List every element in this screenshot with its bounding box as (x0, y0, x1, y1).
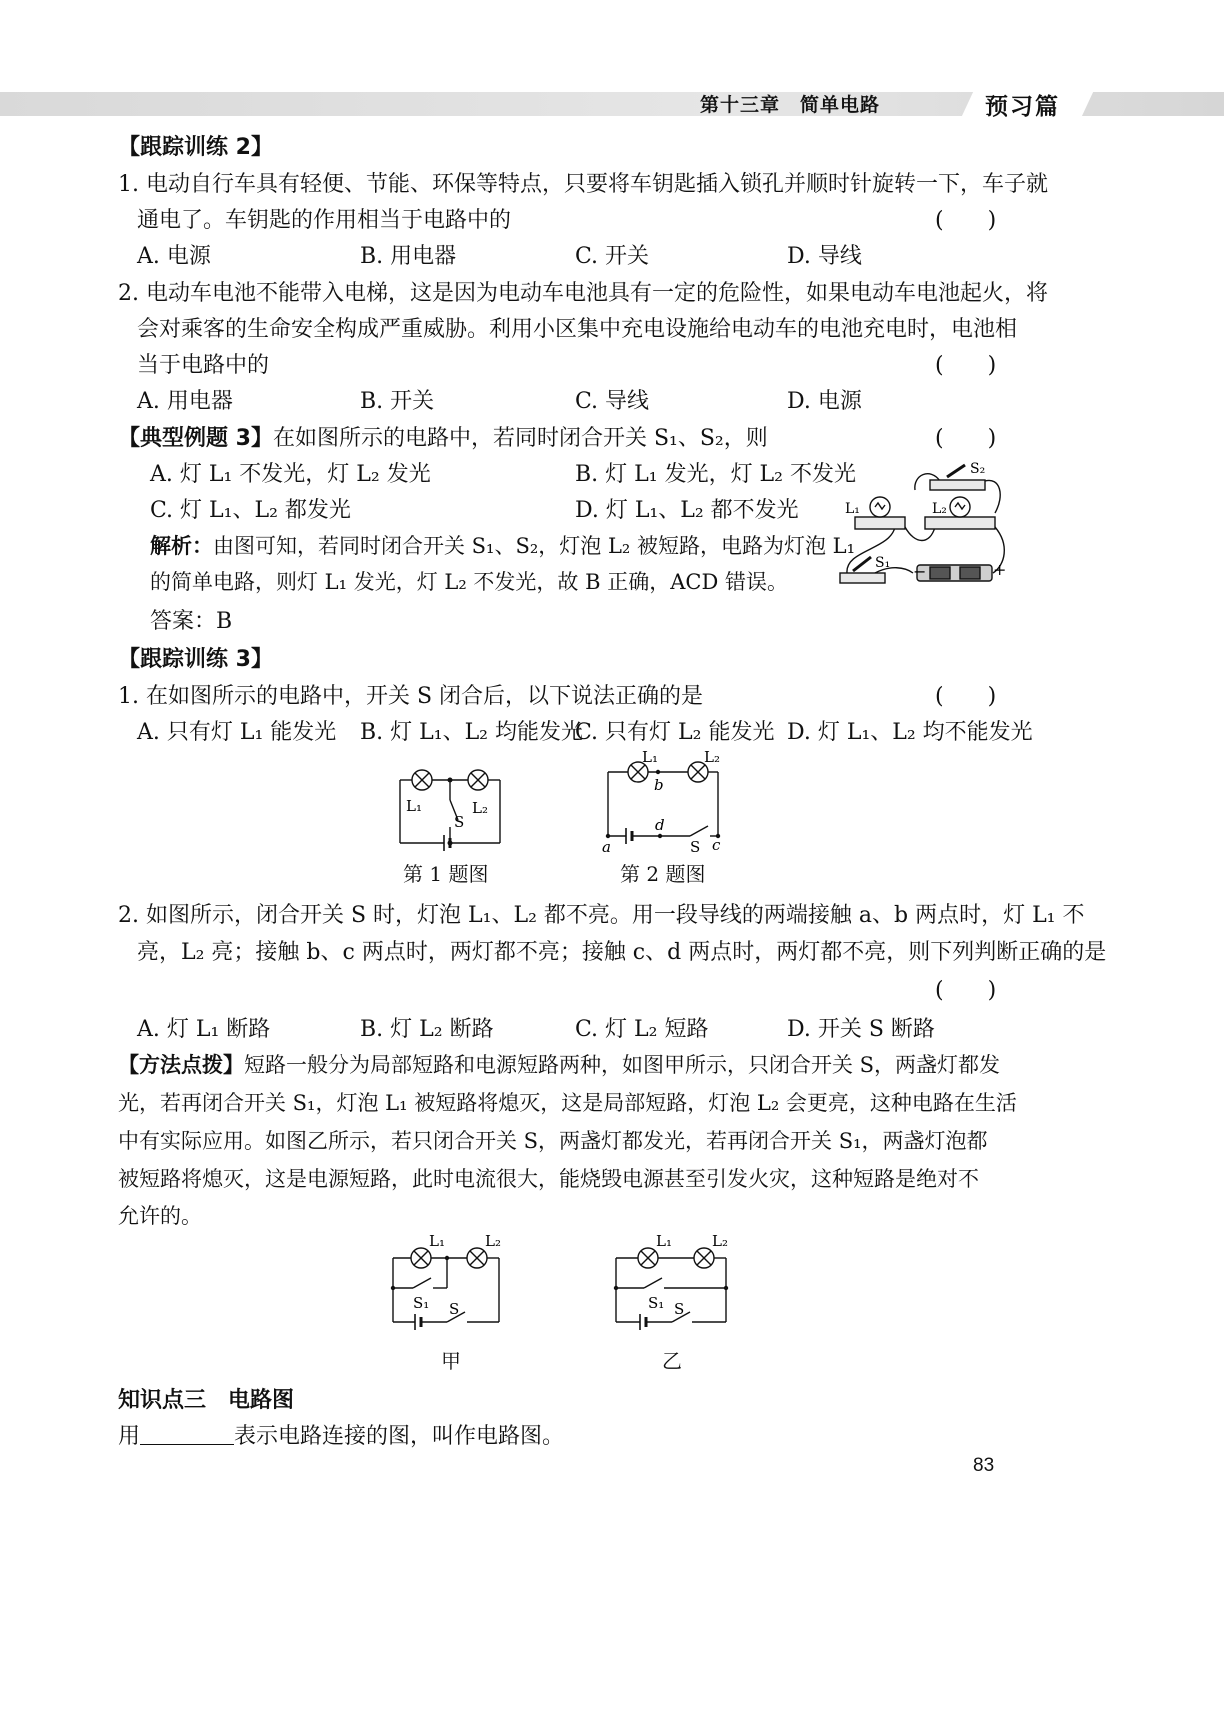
t3-q2-option-d: D. 开关 S 断路 (787, 1017, 935, 1042)
example3-option-b: B. 灯 L₁ 发光，灯 L₂ 不发光 (575, 462, 856, 487)
fig2-b: b (654, 776, 664, 794)
t2-q2-option-c: C. 导线 (575, 389, 650, 414)
fig1-L2: L₂ (472, 799, 488, 817)
example3-option-a: A. 灯 L₁ 不发光，灯 L₂ 发光 (150, 462, 431, 487)
t3-q1-option-a: A. 只有灯 L₁ 能发光 (137, 720, 337, 745)
fig2-c: c (712, 836, 721, 854)
t2-q2-option-b: B. 开关 (360, 389, 435, 414)
fig-yi-L1: L₁ (656, 1232, 672, 1250)
example3-stem: 在如图所示的电路中，若同时闭合开关 S₁、S₂，则 (272, 426, 768, 451)
fig1-L1: L₁ (406, 797, 422, 815)
example3-circuit-figure (835, 455, 1010, 595)
t2-q2-line1: 2. 电动车电池不能带入电梯，这是因为电动车电池具有一定的危险性，如果电动车电池起火，将 (118, 281, 1048, 306)
t2-q2-answer-paren: ( ) (935, 353, 997, 378)
t3-q2-answer-paren: ( ) (935, 978, 997, 1003)
t3-q1-option-c: C. 只有灯 L₂ 能发光 (575, 720, 775, 745)
fig-yi-S1: S₁ (648, 1294, 665, 1312)
analysis-label: 解析： (150, 534, 213, 558)
t3-q1-stem: 1. 在如图所示的电路中，开关 S 闭合后，以下说法正确的是 (118, 684, 704, 709)
fig1-S: S (454, 813, 465, 831)
fig-ex-L1: L₁ (845, 501, 860, 517)
t3-q1-option-b: B. 灯 L₁、L₂ 均能发光 (360, 720, 583, 745)
method-line3: 中有实际应用。如图乙所示，若只闭合开关 S，两盏灯都发光，若再闭合开关 S₁，两盏灯泡都 (118, 1129, 988, 1153)
t2-q2-line3: 当于电路中的 (137, 353, 270, 378)
fig-yi-circuit (608, 1230, 738, 1340)
fig-jia-S: S (449, 1300, 460, 1318)
fig1-caption: 第 1 题图 (403, 862, 489, 886)
fig-yi-S: S (674, 1300, 685, 1318)
fig2-d: d (655, 816, 665, 834)
t3-q2-option-a: A. 灯 L₁ 断路 (137, 1017, 271, 1042)
fig2-L1: L₁ (642, 748, 658, 766)
fill-blank[interactable] (140, 1424, 234, 1445)
example3-line (118, 421, 768, 452)
fig-ex-plus: + (993, 560, 1007, 579)
knowledge3-sentence (118, 1419, 564, 1450)
analysis-text1: 由图可知，若同时闭合开关 S₁、S₂，灯泡 L₂ 被短路，电路为灯泡 L₁ (213, 534, 856, 558)
page-number: 83 (973, 1455, 995, 1476)
fig-ex-L2: L₂ (932, 501, 947, 517)
t2-q2-line2: 会对乘客的生命安全构成严重威胁。利用小区集中充电设施给电动车的电池充电时，电池相 (137, 317, 1018, 342)
fig-jia-L2: L₂ (485, 1232, 501, 1250)
t3-q2-line2: 亮，L₂ 亮；接触 b、c 两点时，两灯都不亮；接触 c、d 两点时，两灯都不亮，则下列判断正确的是 (137, 940, 1107, 965)
fig-ex-minus: − (913, 562, 927, 581)
fig-yi-caption: 乙 (662, 1349, 682, 1373)
tracking2-title: 【跟踪训练 2】 (118, 135, 273, 160)
fig-yi-L2: L₂ (712, 1232, 728, 1250)
t2-q1-option-a: A. 电源 (137, 244, 211, 269)
t2-q2-option-a: A. 用电器 (137, 389, 233, 414)
fig2-S: S (690, 838, 701, 856)
section-tag: 预习篇 (985, 94, 1060, 120)
t2-q1-option-c: C. 开关 (575, 244, 650, 269)
example3-analysis-line2: 的简单电路，则灯 L₁ 发光，灯 L₂ 不发光，故 B 正确，ACD 错误。 (150, 570, 788, 594)
example3-option-c: C. 灯 L₁、L₂ 都发光 (150, 498, 351, 523)
fig-jia-circuit (385, 1230, 510, 1340)
method-line2: 光，若再闭合开关 S₁，灯泡 L₁ 被短路将熄灭，这是局部短路，灯泡 L₂ 会更亮，这种电路在生活 (118, 1091, 1017, 1115)
example3-option-d: D. 灯 L₁、L₂ 都不发光 (575, 498, 799, 523)
example3-analysis-line1 (150, 530, 855, 560)
fig2-L2: L₂ (704, 748, 720, 766)
t2-q1-option-b: B. 用电器 (360, 244, 457, 269)
example3-answer: 答案：B (150, 609, 233, 634)
knowledge3-post: 表示电路连接的图，叫作电路图。 (234, 1424, 565, 1449)
method-line1 (118, 1049, 1000, 1079)
t3-q2-line1: 2. 如图所示，闭合开关 S 时，灯泡 L₁、L₂ 都不亮。用一段导线的两端接触 a、b 两点时，灯 L₁ 不 (118, 903, 1085, 928)
t2-q1-line1: 1. 电动自行车具有轻便、节能、环保等特点，只要将车钥匙插入锁孔并顺时针旋转一下，车子就 (118, 172, 1048, 197)
fig2-a: a (602, 838, 611, 856)
t2-q1-answer-paren: ( ) (935, 208, 997, 233)
example3-title: 【典型例题 3】 (118, 426, 273, 451)
t2-q1-line2: 通电了。车钥匙的作用相当于电路中的 (137, 208, 512, 233)
page-header (0, 88, 1224, 118)
fig-jia-L1: L₁ (429, 1232, 445, 1250)
method-title: 【方法点拨】 (118, 1053, 244, 1077)
knowledge3-pre: 用 (118, 1424, 141, 1449)
fig-jia-S1: S₁ (413, 1294, 430, 1312)
t3-q2-option-b: B. 灯 L₂ 断路 (360, 1017, 494, 1042)
tracking3-title: 【跟踪训练 3】 (118, 647, 273, 672)
method-line4: 被短路将熄灭，这是电源短路，此时电流很大，能烧毁电源甚至引发火灾，这种短路是绝对不 (118, 1167, 979, 1191)
fig-jia-caption: 甲 (441, 1349, 461, 1373)
t2-q2-option-d: D. 电源 (787, 389, 862, 414)
chapter-title: 第十三章 简单电路 (700, 94, 881, 116)
knowledge3-title: 知识点三 电路图 (118, 1388, 295, 1413)
example3-answer-paren: ( ) (935, 426, 997, 451)
fig2-circuit (598, 748, 738, 856)
fig1-circuit (390, 765, 510, 855)
t3-q1-answer-paren: ( ) (935, 684, 997, 709)
method-line5: 允许的。 (118, 1204, 202, 1228)
t3-q2-option-c: C. 灯 L₂ 短路 (575, 1017, 709, 1042)
method-text1: 短路一般分为局部短路和电源短路两种，如图甲所示，只闭合开关 S，两盏灯都发 (244, 1053, 1001, 1077)
t2-q1-option-d: D. 导线 (787, 244, 862, 269)
fig-ex-S1: S₁ (875, 555, 891, 571)
fig2-caption: 第 2 题图 (620, 862, 706, 886)
fig-ex-S2: S₂ (970, 461, 986, 477)
t3-q1-option-d: D. 灯 L₁、L₂ 均不能发光 (787, 720, 1033, 745)
